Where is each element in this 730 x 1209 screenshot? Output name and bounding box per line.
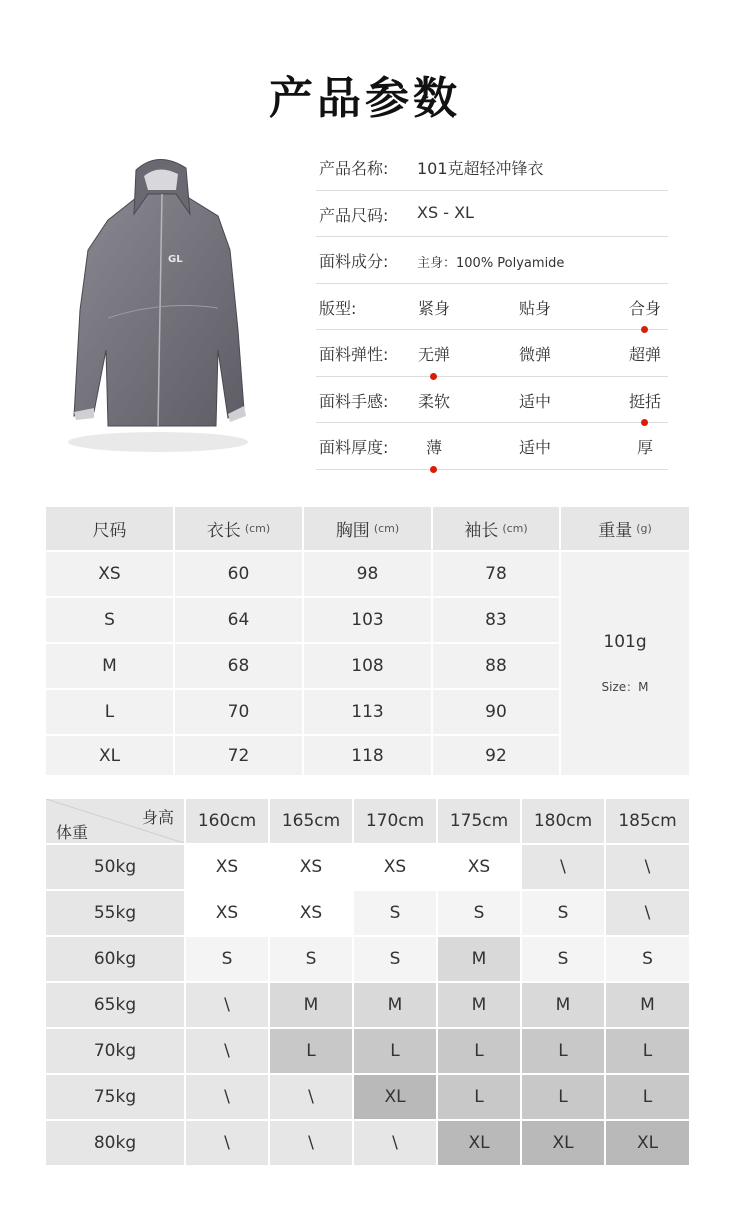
param-row-name	[316, 144, 668, 191]
param-row-size	[316, 191, 668, 238]
table-cell: 83	[433, 598, 559, 642]
size-table	[46, 507, 689, 775]
param-label: 版型:	[319, 298, 357, 318]
table-header: 袖长 (cm)	[433, 507, 559, 550]
param-value: 101克超轻冲锋衣	[417, 159, 544, 178]
param-label: 面料成分:	[319, 252, 389, 271]
fit-cell: \	[186, 983, 268, 1027]
height-header: 175cm	[438, 799, 520, 843]
param-label: 面料弹性:	[319, 345, 389, 364]
fit-cell: M	[606, 983, 689, 1027]
param-list	[316, 144, 668, 470]
fit-cell: XS	[186, 891, 268, 935]
table-cell: 88	[433, 644, 559, 688]
param-row-fit	[316, 284, 668, 331]
param-label: 产品名称:	[319, 159, 389, 178]
param-option: 挺括	[628, 391, 661, 411]
fit-cell: L	[522, 1075, 604, 1119]
table-header: 尺码	[46, 507, 173, 550]
table-cell: 64	[175, 598, 302, 642]
table-header: 胸围 (cm)	[304, 507, 431, 550]
param-option: 适中	[518, 391, 551, 411]
param-option: 超弹	[628, 345, 661, 364]
param-option: 薄	[425, 438, 442, 457]
param-option: 微弹	[518, 345, 551, 364]
fit-cell: XS	[270, 891, 352, 935]
table-cell: 60	[175, 552, 302, 596]
fit-cell: M	[522, 983, 604, 1027]
weight-header: 80kg	[46, 1121, 184, 1165]
corner-weight-label: 体重	[56, 823, 89, 842]
param-option: 适中	[518, 438, 551, 457]
table-cell: 118	[304, 736, 431, 775]
fit-cell: S	[354, 937, 436, 981]
height-header: 185cm	[606, 799, 689, 843]
fit-cell: S	[522, 937, 604, 981]
fit-cell: \	[270, 1121, 352, 1165]
table-cell: 108	[304, 644, 431, 688]
param-option: 合身	[628, 298, 661, 318]
height-header: 160cm	[186, 799, 268, 843]
table-header: 衣长 (cm)	[175, 507, 302, 550]
fit-cell: XL	[522, 1121, 604, 1165]
fit-cell: XS	[354, 845, 436, 889]
fit-cell: \	[270, 1075, 352, 1119]
param-row-feel	[316, 377, 668, 424]
fit-cell: \	[186, 1029, 268, 1073]
weight-value: 101g	[603, 632, 647, 652]
param-row-elasticity	[316, 330, 668, 377]
corner-height-label: 身高	[142, 808, 175, 827]
param-option: 无弹	[417, 345, 450, 364]
weight-header: 60kg	[46, 937, 184, 981]
fit-cell: L	[522, 1029, 604, 1073]
fit-cell: XL	[606, 1121, 689, 1165]
fit-cell: L	[438, 1029, 520, 1073]
param-option: 柔软	[417, 391, 450, 411]
fit-cell: \	[522, 845, 604, 889]
selected-indicator-dot	[430, 466, 437, 473]
height-header: 165cm	[270, 799, 352, 843]
weight-note: Size：M	[601, 680, 649, 694]
fit-cell: S	[438, 891, 520, 935]
fit-cell: M	[270, 983, 352, 1027]
weight-cell	[561, 552, 689, 775]
weight-header: 75kg	[46, 1075, 184, 1119]
height-header: 170cm	[354, 799, 436, 843]
param-row-material	[316, 237, 668, 284]
page-title: 产品参数	[269, 73, 461, 124]
table-cell: 72	[175, 736, 302, 775]
fit-cell: S	[522, 891, 604, 935]
fit-table	[46, 799, 689, 1165]
param-row-thickness	[316, 423, 668, 470]
param-value: XS - XL	[417, 202, 474, 222]
table-header: 重量 (g)	[561, 507, 689, 550]
weight-header: 65kg	[46, 983, 184, 1027]
table-cell: XS	[46, 552, 173, 596]
fit-cell: L	[438, 1075, 520, 1119]
fit-cell: XL	[354, 1075, 436, 1119]
jacket-image	[58, 150, 268, 470]
fit-cell: XS	[438, 845, 520, 889]
height-header: 180cm	[522, 799, 604, 843]
fit-cell: \	[186, 1075, 268, 1119]
fit-cell: L	[354, 1029, 436, 1073]
fit-cell: \	[606, 891, 689, 935]
fit-cell: S	[270, 937, 352, 981]
table-cell: 68	[175, 644, 302, 688]
table-cell: 113	[304, 690, 431, 734]
fit-cell: M	[438, 937, 520, 981]
fit-cell: S	[186, 937, 268, 981]
fit-cell: \	[354, 1121, 436, 1165]
fit-cell: XS	[270, 845, 352, 889]
fit-cell: \	[606, 845, 689, 889]
table-cell: 90	[433, 690, 559, 734]
weight-header: 70kg	[46, 1029, 184, 1073]
param-label: 产品尺码:	[319, 205, 389, 225]
fit-cell: XL	[438, 1121, 520, 1165]
param-label: 面料手感:	[319, 391, 389, 411]
param-option: 厚	[636, 438, 653, 457]
table-cell: 103	[304, 598, 431, 642]
param-option: 贴身	[518, 298, 551, 318]
table-cell: 78	[433, 552, 559, 596]
fit-cell: XS	[186, 845, 268, 889]
svg-text:GL: GL	[168, 254, 183, 265]
fit-cell: L	[606, 1029, 689, 1073]
fit-cell: M	[438, 983, 520, 1027]
table-cell: S	[46, 598, 173, 642]
table-cell: 92	[433, 736, 559, 775]
fit-cell: S	[354, 891, 436, 935]
param-value: 主身：100% Polyamide	[417, 256, 565, 271]
fit-cell: \	[186, 1121, 268, 1165]
param-option: 紧身	[417, 298, 450, 318]
table-cell: 98	[304, 552, 431, 596]
fit-cell: M	[354, 983, 436, 1027]
table-cell: L	[46, 690, 173, 734]
fit-cell: L	[606, 1075, 689, 1119]
fit-cell: S	[606, 937, 689, 981]
table-cell: M	[46, 644, 173, 688]
fit-cell: L	[270, 1029, 352, 1073]
param-label: 面料厚度:	[319, 438, 389, 457]
table-cell: 70	[175, 690, 302, 734]
weight-header: 55kg	[46, 891, 184, 935]
weight-header: 50kg	[46, 845, 184, 889]
table-cell: XL	[46, 736, 173, 775]
